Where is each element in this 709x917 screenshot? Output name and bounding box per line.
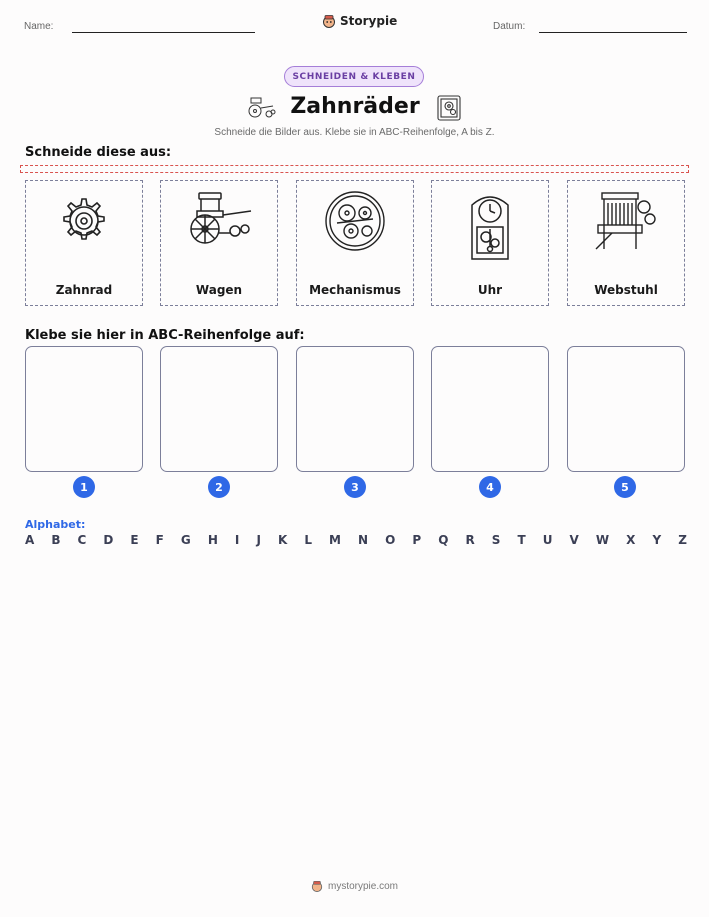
page-title: Zahnräder: [290, 94, 420, 119]
alphabet-letter: O: [385, 533, 396, 547]
alphabet-heading: Alphabet:: [25, 518, 86, 531]
date-label: Datum:: [493, 21, 526, 32]
alphabet-letter: A: [25, 533, 35, 547]
card-label-webstuhl: Webstuhl: [594, 283, 658, 297]
slot-number-2: 2: [208, 476, 230, 498]
slot-number-4: 4: [479, 476, 501, 498]
instructions: Schneide die Bilder aus. Klebe sie in ABC-Reihenfolge, A bis Z.: [214, 127, 495, 138]
paste-slot-3[interactable]: [296, 346, 414, 472]
name-label: Name:: [24, 21, 54, 32]
storypie-mascot-icon: [322, 14, 336, 28]
storypie-mascot-icon: [311, 880, 323, 892]
cut-card-uhr[interactable]: [431, 180, 549, 306]
alphabet-letter: G: [180, 533, 191, 547]
alphabet-letter: M: [329, 533, 341, 547]
card-label-mechanismus: Mechanismus: [309, 283, 401, 297]
slot-number-5: 5: [614, 476, 636, 498]
alphabet-letter: R: [465, 533, 475, 547]
alphabet-letter: W: [595, 533, 610, 547]
cut-card-mechanismus[interactable]: [296, 180, 414, 306]
paste-section-heading: Klebe sie hier in ABC-Reihenfolge auf:: [25, 328, 305, 343]
alphabet-letter: B: [51, 533, 61, 547]
alphabet-letter: N: [358, 533, 369, 547]
alphabet-letter: Y: [652, 533, 662, 547]
brand-name: Storypie: [340, 14, 398, 28]
cut-card-wagen[interactable]: [160, 180, 278, 306]
paste-slot-5[interactable]: [567, 346, 685, 472]
alphabet-letter: L: [304, 533, 312, 547]
cut-section-heading: Schneide diese aus:: [25, 145, 172, 160]
slot-number-3: 3: [344, 476, 366, 498]
gear-icon: [52, 189, 116, 253]
name-line[interactable]: [72, 32, 255, 33]
alphabet-letter: Q: [438, 533, 449, 547]
alphabet-letter: P: [412, 533, 422, 547]
card-label-zahnrad: Zahnrad: [55, 283, 113, 297]
alphabet-letter: K: [277, 533, 288, 547]
card-label-uhr: Uhr: [477, 283, 503, 297]
paste-slot-4[interactable]: [431, 346, 549, 472]
paste-slot-1[interactable]: [25, 346, 143, 472]
alphabet-letter: T: [517, 533, 526, 547]
alphabet-row: [25, 533, 687, 547]
slot-number-1: 1: [73, 476, 95, 498]
alphabet-letter: D: [103, 533, 114, 547]
brand-logo: [322, 14, 397, 28]
card-label-wagen: Wagen: [195, 283, 243, 297]
mechanism-icon: [323, 189, 387, 253]
paste-slot-2[interactable]: [160, 346, 278, 472]
cut-card-zahnrad[interactable]: [25, 180, 143, 306]
loom-icon: [592, 189, 660, 253]
alphabet-letter: X: [626, 533, 636, 547]
alphabet-letter: H: [207, 533, 218, 547]
clock-icon: [464, 189, 516, 261]
alphabet-letter: J: [256, 533, 261, 547]
alphabet-letter: V: [569, 533, 579, 547]
alphabet-letter: F: [155, 533, 164, 547]
cut-card-webstuhl[interactable]: [567, 180, 685, 306]
footer: [0, 880, 709, 892]
alphabet-letter: I: [234, 533, 240, 547]
alphabet-letter: U: [542, 533, 553, 547]
alphabet-letter: C: [77, 533, 87, 547]
date-line[interactable]: [539, 32, 687, 33]
footer-url[interactable]: mystorypie.com: [327, 880, 398, 892]
title-cabinet-gear-icon: [436, 94, 462, 122]
activity-badge: SCHNEIDEN & KLEBEN: [284, 66, 424, 87]
alphabet-letter: E: [130, 533, 139, 547]
wagon-icon: [183, 189, 255, 253]
alphabet-letter: Z: [678, 533, 687, 547]
cut-line: [20, 165, 689, 173]
alphabet-letter: S: [491, 533, 501, 547]
